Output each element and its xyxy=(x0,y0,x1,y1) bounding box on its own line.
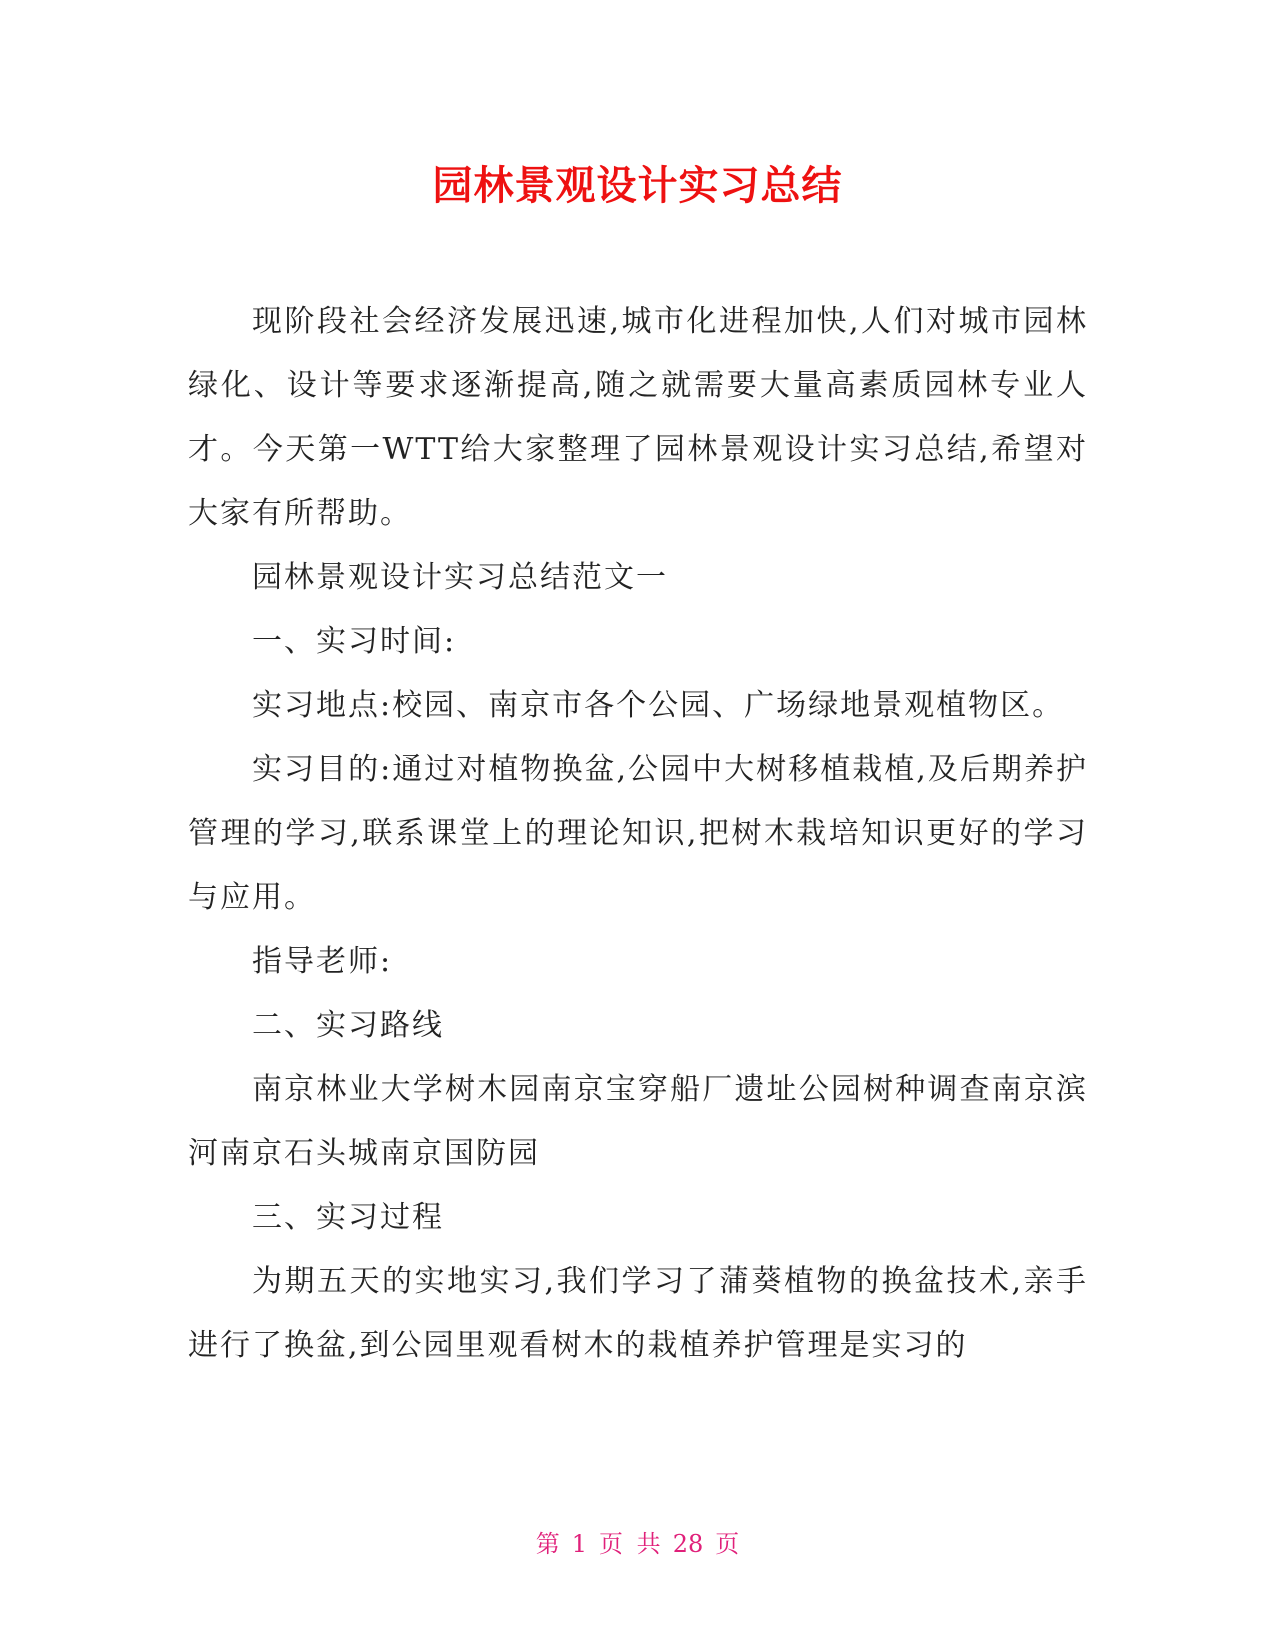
paragraph-intro: 现阶段社会经济发展迅速,城市化进程加快,人们对城市园林绿化、设计等要求逐渐提高,随之就需要大量高素质园林专业人才。今天第一WTT给大家整理了园林景观设计实习总结,希望对大家有所帮助。 xyxy=(188,304,1088,531)
paragraph-process: 为期五天的实地实习,我们学习了蒲葵植物的换盆技术,亲手进行了换盆,到公园里观看树木的栽植养护管理是实习的 xyxy=(188,1264,1088,1363)
paragraph-internship-location: 实习地点:校园、南京市各个公园、广场绿地景观植物区。 xyxy=(252,688,1065,723)
paragraph-internship-purpose: 实习目的:通过对植物换盆,公园中大树移植栽植,及后期养护管理的学习,联系课堂上的理论知识,把树木栽培知识更好的学习与应用。 xyxy=(188,752,1088,915)
footer-label-page: 第 xyxy=(535,1530,560,1558)
document-title: 园林景观设计实习总结 xyxy=(432,163,843,209)
document-body xyxy=(188,290,1088,1378)
footer-label-of: 页 共 xyxy=(599,1530,661,1558)
paragraph-sample-heading: 园林景观设计实习总结范文一 xyxy=(252,560,668,595)
paragraph-internship-time: 一、实习时间: xyxy=(252,624,457,659)
paragraph-route-heading: 二、实习路线 xyxy=(252,1008,444,1043)
page-footer xyxy=(0,1528,1275,1560)
paragraph-instructor: 指导老师: xyxy=(252,944,393,979)
paragraph-route: 南京林业大学树木园南京宝穿船厂遗址公园树种调查南京滨河南京石头城南京国防园 xyxy=(188,1072,1088,1171)
footer-total-pages: 28 xyxy=(672,1530,704,1558)
footer-label-end: 页 xyxy=(715,1530,740,1558)
paragraph-process-heading: 三、实习过程 xyxy=(252,1200,444,1235)
footer-current-page: 1 xyxy=(571,1530,588,1558)
